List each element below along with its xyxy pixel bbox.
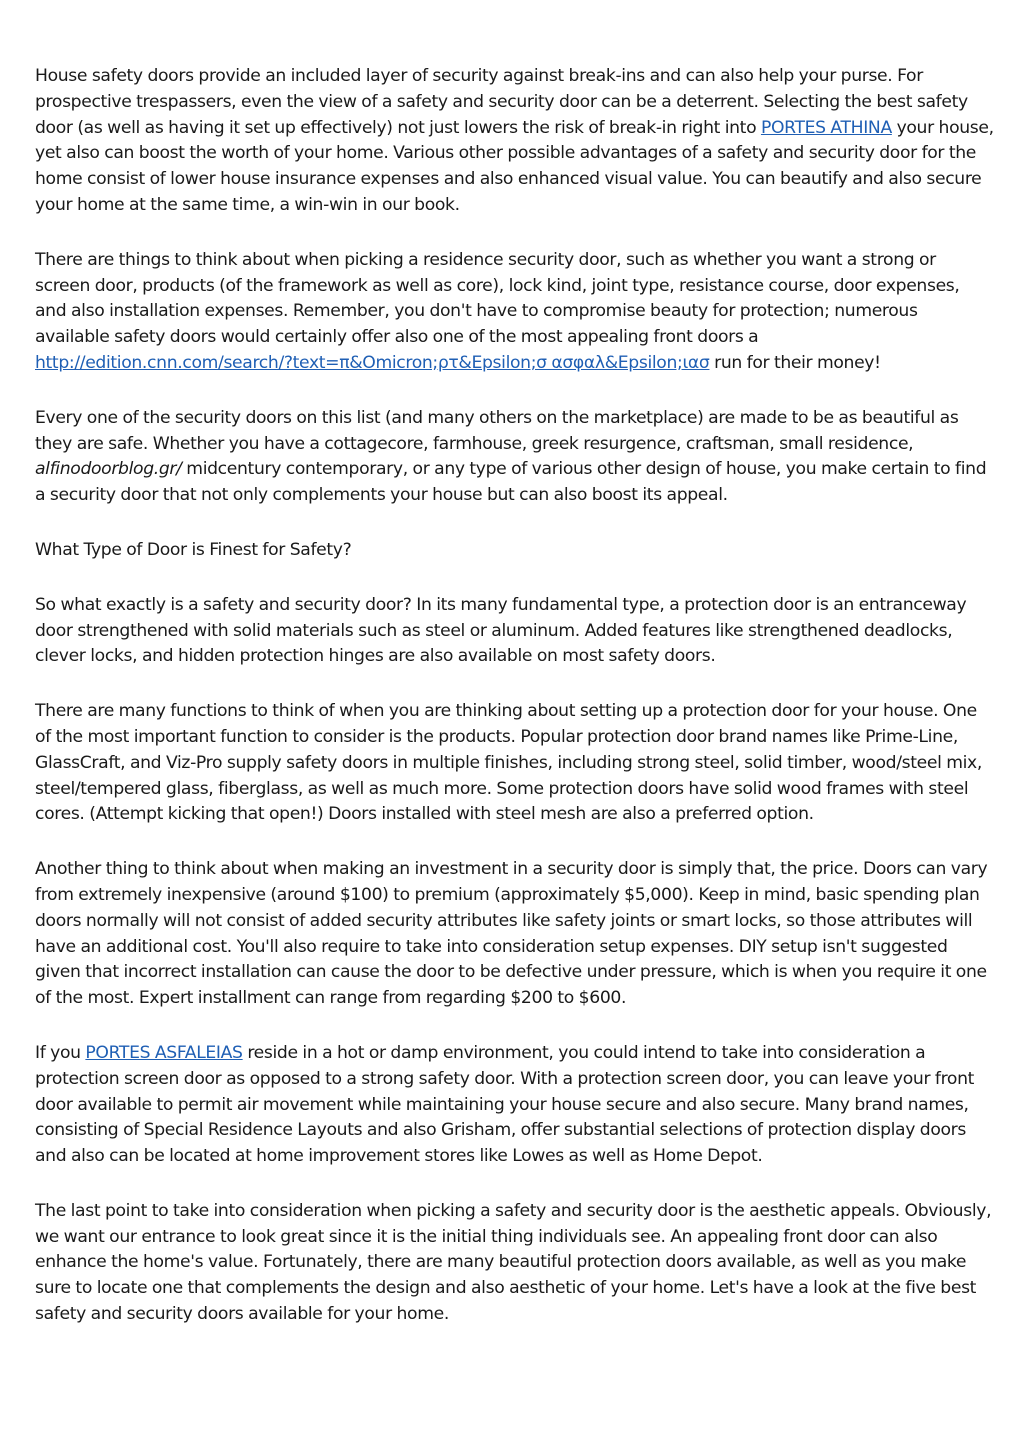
paragraph-text: midcentury contemporary, or any type of various other design of house, you make certain to find a security door that not only complements your house but can also boost its appeal. [35,459,987,506]
paragraph-choosing [35,248,995,377]
paragraph-text: House safety doors provide an included layer of security against break-ins and can also help your purse. For prospective trespassers, even the view of a safety and security door can be a deterrent. Selecting the best safety door (as well as having it set up effectively) not just lowers the risk of break-in right into [35,66,968,138]
paragraph-definition: So what exactly is a safety and security door? In its many fundamental type, a protection door is an entranceway door strengthened with solid materials such as steel or aluminum. Added features like strengthened deadlocks, clever locks, and hidden protection hinges are also available on most safety doors. [35,594,967,667]
paragraph-screen-door [35,1041,995,1170]
italic-blog-reference: alfinodoorblog.gr/ [35,459,182,480]
article-body [35,64,995,1357]
paragraph-aesthetics: The last point to take into consideration when picking a safety and security door is the aesthetic appeals. Obviously, we want our entrance to look great since it is the initial thing individuals see. An appealing front door can also enhance the home's value. Fortunately, there are many beautiful protection doors available, as well as you make sure to locate one that complements the design and also aesthetic of your home. Let's have a look at the five best safety and security doors available for your home. [35,1200,992,1325]
portes-athina-link[interactable]: PORTES ATHINA [760,117,892,138]
paragraph-text: reside in a hot or damp environment, you could intend to take into consideration a protection screen door as opposed to a strong safety door. With a protection screen door, you can leave your front door available to permit air movement while maintaining your house secure and also secure. Many brand names, consisting of Special Residence Layouts and also Grisham, offer substantial selections of protection display doors and also can be located at home improvement stores like Lowes as well as Home Depot. [35,1042,975,1167]
paragraph-price: Another thing to think about when making an investment in a security door is simply that, the price. Doors can vary from extremely inexpensive (around $100) to premium (approximately $5,000). Keep in mind, basic spending plan doors normally will not consist of added security attributes like safety joints or smart locks, so those attributes will have an additional cost. You'll also require to take into consideration setup expenses. DIY setup isn't suggested given that incorrect installation can cause the door to be defective under pressure, which is when you require it one of the most. Expert installment can range from regarding $200 to $600. [35,859,988,1009]
paragraph-intro [35,64,995,219]
cnn-search-link[interactable]: http://edition.cnn.com/search/?text=π&Omicron;ρτ&Epsilon;σ ασφαλ&Epsilon;ιασ [35,352,710,373]
section-heading: What Type of Door is Finest for Safety? [35,539,352,560]
paragraph-materials: There are many functions to think of when you are thinking about setting up a protection door for your house. One of the most important function to consider is the products. Popular protection door brand names like Prime-Line, GlassCraft, and Viz-Pro supply safety doors in multiple finishes, including strong steel, solid timber, wood/steel mix, steel/tempered glass, fiberglass, as well as much more. Some protection doors have solid wood frames with steel cores. (Attempt kicking that open!) Doors installed with steel mesh are also a preferred option. [35,701,982,825]
paragraph-styles [35,406,995,509]
paragraph-text: If you [35,1042,86,1063]
paragraph-text: Every one of the security doors on this list (and many others on the marketplace) are made to be as beautiful as they are safe. Whether you have a cottagecore, farmhouse, greek resurgence, craftsman, small residence, [35,407,959,454]
paragraph-text: your house, yet also can boost the worth of your home. Various other possible advantages of a safety and security door for the home consist of lower house insurance expenses and also enhanced visual value. You can beautify and also secure your home at the same time, a win-win in our book. [35,117,994,215]
paragraph-text: run for their money! [709,352,881,373]
paragraph-text: There are things to think about when picking a residence security door, such as whether you want a strong or screen door, products (of the framework as well as core), lock kind, joint type, resistance course, door expenses, and also installation expenses. Remember, you don't have to compromise beauty for protection; numerous available safety doors would certainly offer also one of the most appealing front doors a [35,249,960,348]
portes-asfaleias-link[interactable]: PORTES ASFALEIAS [85,1042,243,1063]
